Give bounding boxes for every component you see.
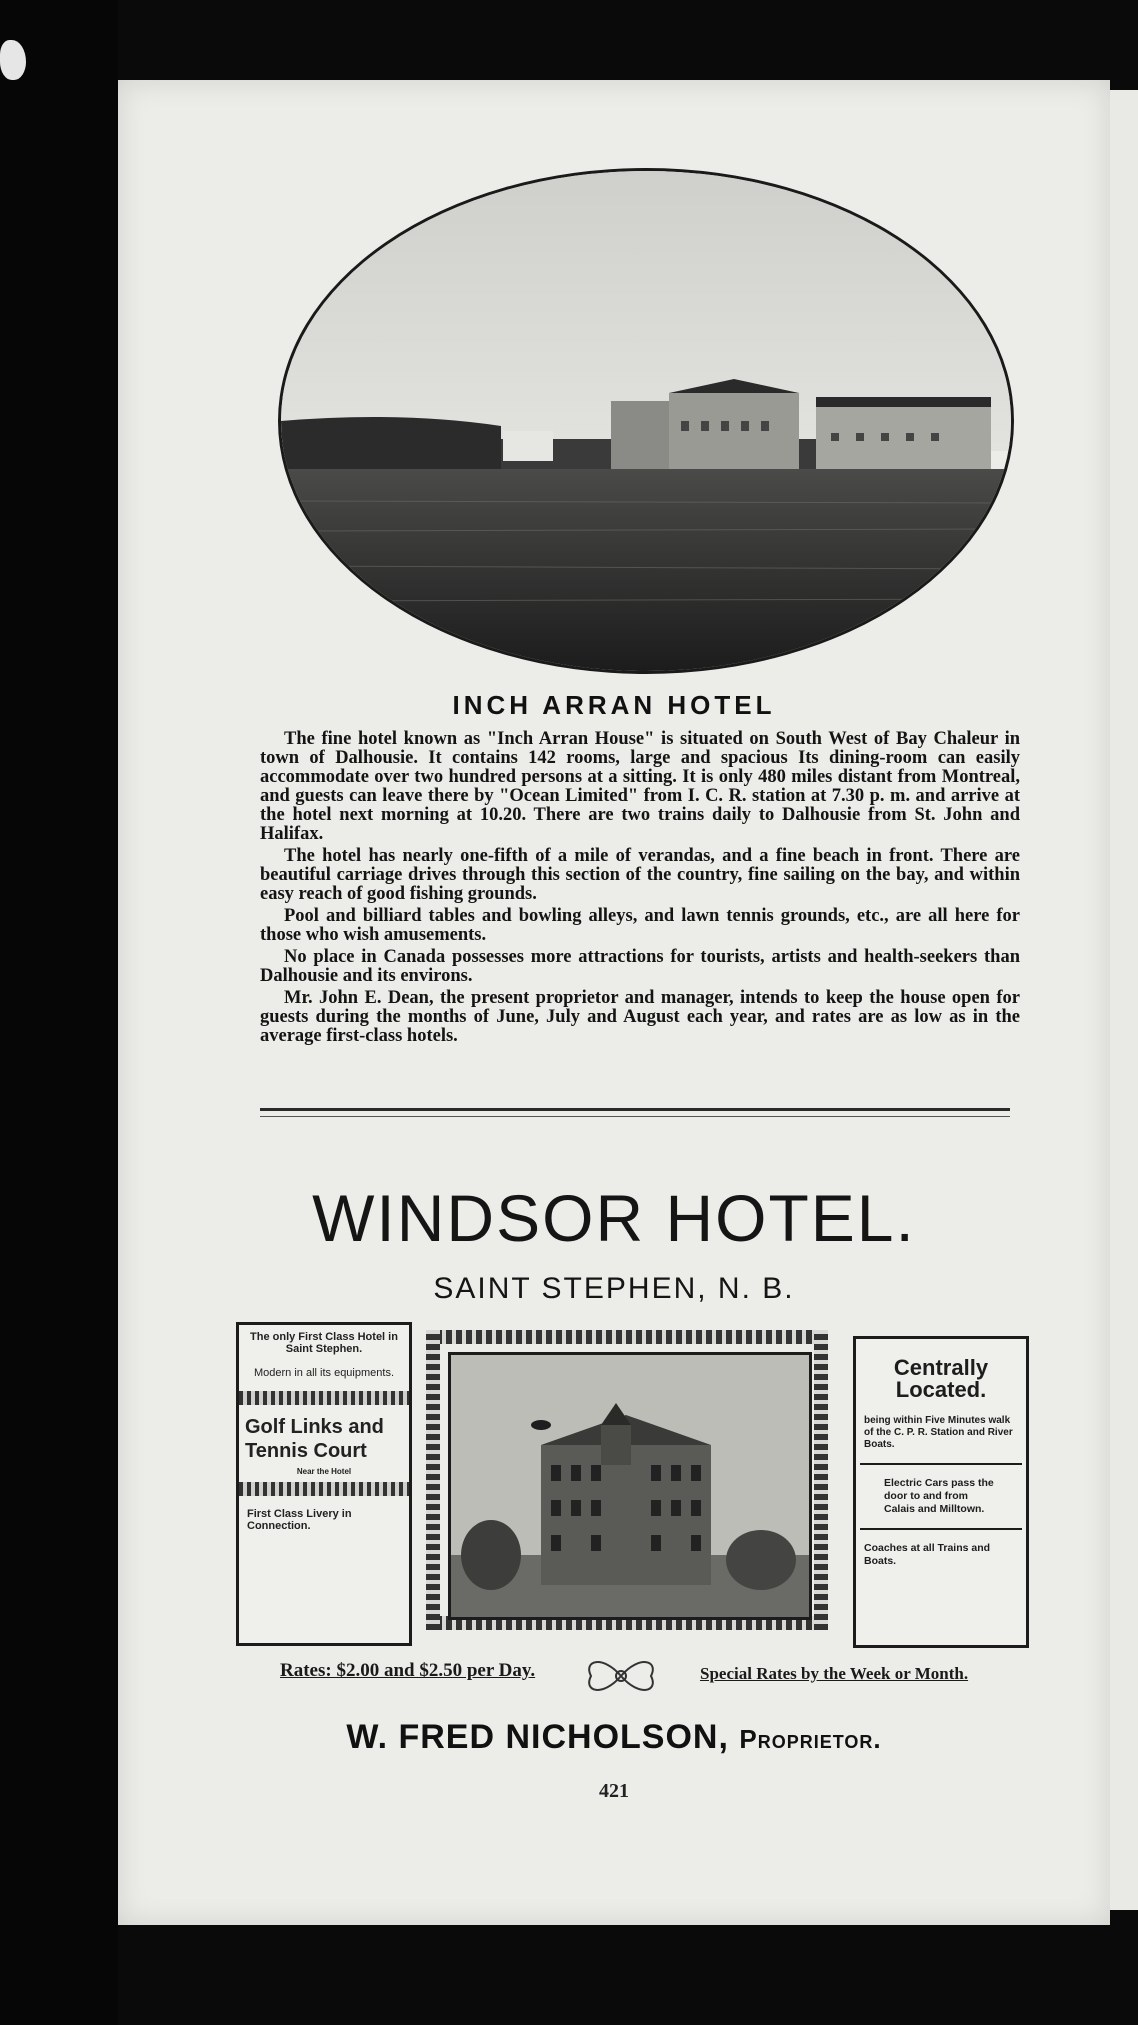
windsor-hotel-image — [451, 1355, 809, 1617]
scan-left-edge — [0, 0, 118, 2025]
document-page — [118, 80, 1110, 1925]
coaches-note: Coaches at all Trains and Boats. — [864, 1542, 991, 1567]
centrally-located-heading: Centrally Located. — [893, 1355, 989, 1402]
paragraph: No place in Canada possesses more attractions for tourists, artists and health-seekers than Dalhousie and its environs. — [260, 947, 1020, 986]
first-class-note: The only First Class Hotel in Saint Stephen. — [250, 1331, 398, 1355]
paragraph: Pool and billiard tables and bowling alleys, and lawn tennis grounds, etc., are all here for those who wish amusements. — [260, 906, 1020, 945]
section-divider-thin — [260, 1116, 1010, 1117]
inch-arran-title: INCH ARRAN HOTEL — [452, 690, 776, 720]
ornament-band — [239, 1391, 409, 1405]
inch-arran-description — [260, 730, 1020, 1049]
proprietor-name: W. FRED NICHOLSON, — [346, 1718, 729, 1756]
inch-arran-photo — [278, 168, 1014, 674]
daily-rates: Rates: $2.00 and $2.50 per Day. — [280, 1660, 536, 1681]
golf-tennis-heading: Golf Links and Tennis Court — [245, 1416, 384, 1462]
ornament-band — [239, 1482, 409, 1496]
special-rates: Special Rates by the Week or Month. — [700, 1664, 969, 1683]
windsor-location: SAINT STEPHEN, N. B. — [433, 1272, 795, 1305]
section-divider — [260, 1108, 1010, 1111]
near-hotel-note: Near the Hotel — [296, 1467, 352, 1476]
scan-speck — [0, 40, 26, 80]
proprietor-role: Proprietor. — [739, 1724, 882, 1754]
ornament-border-right — [814, 1330, 828, 1630]
windsor-title: WINDSOR HOTEL. — [312, 1181, 916, 1255]
proprietor-line — [118, 1718, 1110, 1757]
paragraph: Mr. John E. Dean, the present proprietor and manager, intends to keep the house open for guests during the months of June, July and August each year, and rates are as low as in the average first-class hotels. — [260, 988, 1020, 1046]
modern-note: Modern in all its equipments. — [253, 1367, 394, 1379]
ornament-border-left — [426, 1330, 440, 1630]
windsor-features-box — [236, 1322, 412, 1646]
ornament-flourish — [573, 1650, 669, 1702]
windsor-photo-frame — [426, 1330, 828, 1630]
inch-arran-photo-image — [281, 171, 1011, 671]
electric-cars-note: Electric Cars pass the door to and from Calais and Milltown. — [884, 1477, 994, 1515]
paragraph: The hotel has nearly one-fifth of a mile of verandas, and a fine beach in front. There are beautiful carriage drives through this section of the country, fine sailing on the bay, and within easy reach of good fishing grounds. — [260, 846, 1020, 904]
windsor-location-box — [853, 1336, 1029, 1648]
walk-distance-note: being within Five Minutes walk of the C. P. R. Station and River Boats. — [864, 1415, 1013, 1450]
box-divider — [860, 1463, 1022, 1465]
windsor-hotel-photo — [448, 1352, 812, 1620]
livery-note: First Class Livery in Connection. — [247, 1508, 352, 1532]
page-number: 421 — [599, 1780, 629, 1802]
paragraph: The fine hotel known as "Inch Arran House" is situated on South West of Bay Chaleur in town of Dalhousie. It contains 142 rooms, large and spacious Its dining-room can easily accommodate over two hundred persons at a sitting. It is only 480 miles distant from Montreal, and guests can leave there by "Ocean Limited" from I. C. R. station at 7.30 p. m. and arrive at the hotel next morning at 10.20. There are two trains daily to Dalhousie from St. John and Halifax. — [260, 729, 1020, 844]
box-divider — [860, 1528, 1022, 1530]
ornament-border-top — [426, 1330, 828, 1344]
